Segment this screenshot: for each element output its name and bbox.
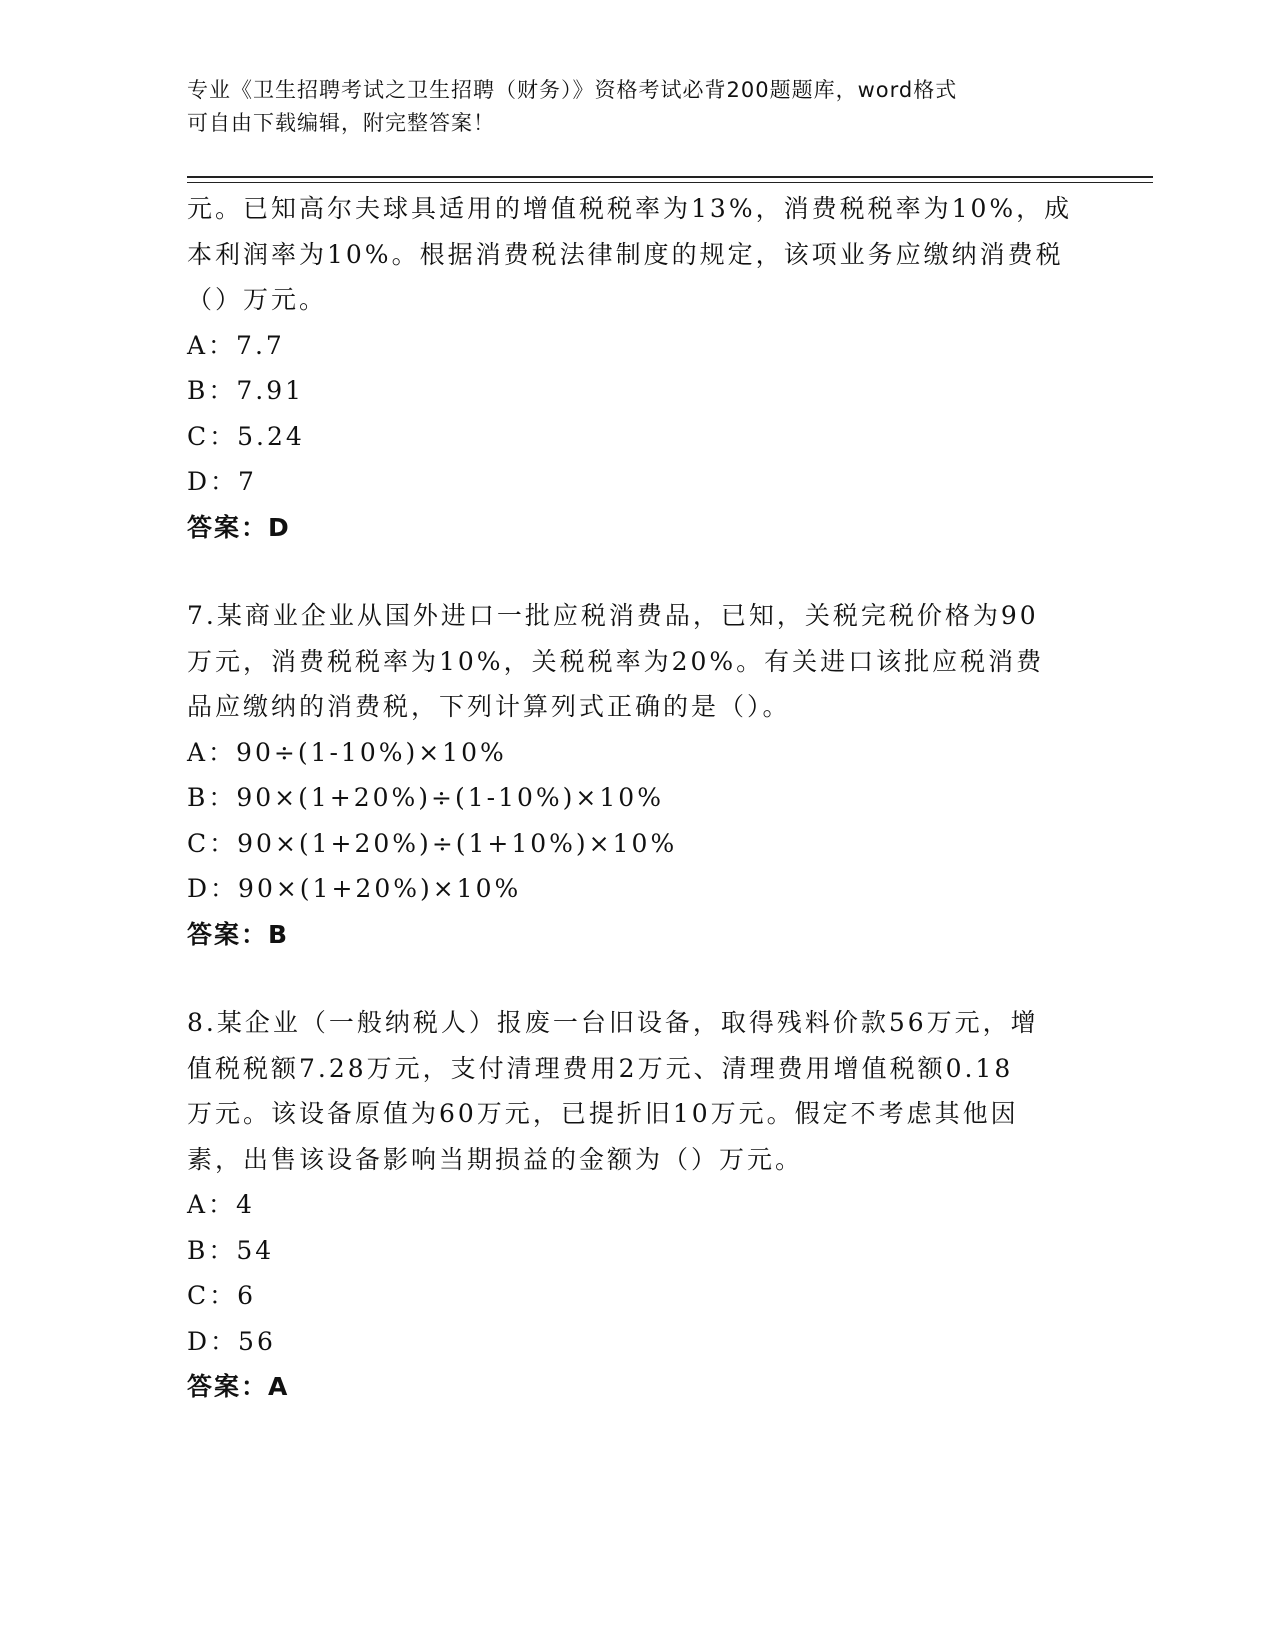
question-spacer: [187, 957, 1087, 1000]
question-text-line: 7.某商业企业从国外进口一批应税消费品，已知，关税完税价格为90: [187, 601, 1039, 630]
option-d: D：90×(1+20%)×10%: [187, 874, 522, 903]
question-list: [187, 186, 1087, 1410]
question-spacer: [187, 550, 1087, 593]
option-a: A：90÷(1-10%)×10%: [187, 737, 507, 767]
question-text-line: 8.某企业（一般纳税人）报废一台旧设备，取得残料价款56万元，增: [187, 1008, 1039, 1037]
answer-label: 答案：D: [187, 512, 291, 542]
answer-label: 答案：A: [187, 1372, 290, 1401]
header-title-line-2: 可自由下载编辑，附完整答案！: [187, 111, 495, 135]
question-text-line: 品应缴纳的消费税，下列计算列式正确的是（）。: [187, 692, 791, 721]
option-a: A：7.7: [187, 330, 285, 360]
option-b: B：54: [187, 1235, 275, 1265]
question-text-line: 值税税额7.28万元，支付清理费用2万元、清理费用增值税额0.18: [187, 1053, 1014, 1083]
question-block: [187, 593, 1087, 957]
question-text-line: 元。已知高尔夫球具适用的增值税税率为13%，消费税税率为10%，成: [187, 194, 1073, 223]
option-c: C：5.24: [187, 421, 305, 451]
question-text-line: 万元，消费税税率为10%，关税税率为20%。有关进口该批应税消费: [187, 646, 1045, 676]
question-text-line: 万元。该设备原值为60万元，已提折旧10万元。假定不考虑其他因: [187, 1099, 1019, 1128]
question-text-line: 素，出售该设备影响当期损益的金额为（）万元。: [187, 1144, 804, 1174]
header-divider-thick: [187, 176, 1153, 178]
option-c: C：6: [187, 1281, 257, 1310]
question-block: [187, 186, 1087, 550]
option-b: B：7.91: [187, 376, 305, 405]
header-title-line-1: 专业《卫生招聘考试之卫生招聘（财务）》资格考试必背200题题库，word格式: [187, 78, 958, 102]
option-a: A：4: [187, 1190, 255, 1219]
option-c: C：90×(1+20%)÷(1+10%)×10%: [187, 828, 678, 858]
question-text-line: （）万元。: [187, 285, 328, 314]
option-b: B：90×(1+20%)÷(1-10%)×10%: [187, 783, 664, 812]
header-divider-thin: [187, 182, 1153, 183]
option-d: D：7: [187, 467, 257, 496]
answer-label: 答案：B: [187, 919, 290, 949]
option-d: D：56: [187, 1326, 276, 1356]
question-text-line: 本利润率为10%。根据消费税法律制度的规定，该项业务应缴纳消费税: [187, 239, 1064, 269]
document-header: [187, 74, 1067, 140]
question-block: [187, 1000, 1087, 1410]
